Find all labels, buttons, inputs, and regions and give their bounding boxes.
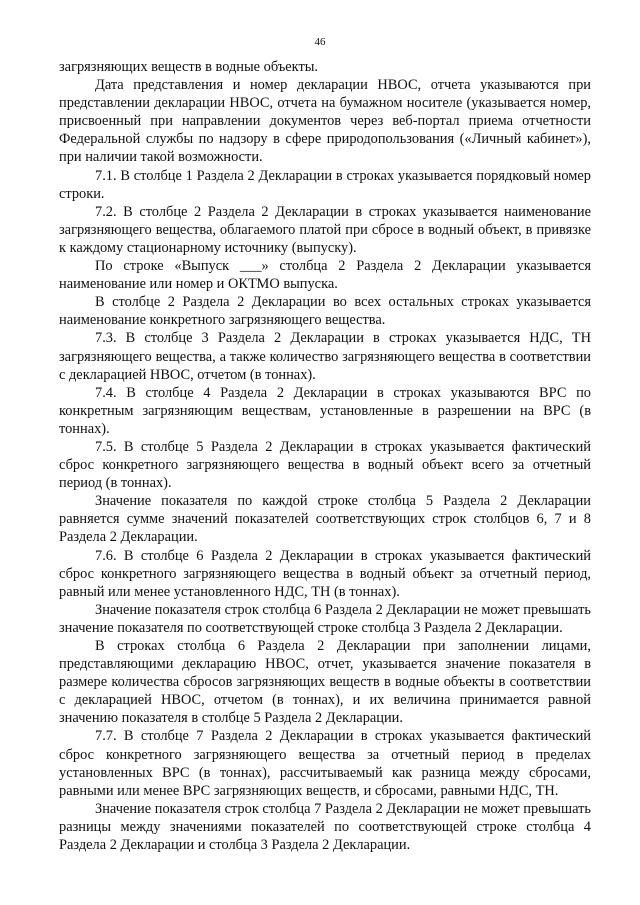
paragraph-7-3: 7.3. В столбце 3 Раздела 2 Декларации в строках указывается НДС, ТН загрязняющего вещества, а также количество загрязняющего вещества в соответствии с декларацией НВОС, отчетом (в тоннах).: [59, 330, 591, 383]
paragraph-date-and-number: Дата представления и номер декларации НВОС, отчета указываются при представлении декларации НВОС, отчета на бумажном носителе (указывается номер, присвоенный при направлении документов через веб-портал приема отчетности Федеральной службы по надзору в сфере природопользования («Личный кабинет»), при наличии такой возможности.: [59, 77, 591, 166]
paragraph-7-5: 7.5. В столбце 5 Раздела 2 Декларации в строках указывается фактический сброс конкретного загрязняющего вещества в водный объект всего за отчетный период (в тоннах).: [59, 438, 591, 492]
paragraph-continuation: загрязняющих веществ в водные объекты.: [59, 59, 319, 75]
paragraph-7-2: 7.2. В столбце 2 Раздела 2 Декларации в строках указывается наименование загрязняющего вещества, облагаемого платой при сбросе в водный объект, в привязке к каждому стационарному источнику (выпуску).: [59, 203, 591, 256]
paragraph-7-6: 7.6. В столбце 6 Раздела 2 Декларации в строках указывается фактический сброс конкретного загрязняющего вещества в водный объект за отчетный период, равный или менее установленного НДС, ТН (в тоннах).: [59, 547, 591, 600]
page-number: 46: [314, 36, 326, 48]
paragraph-column-5-sum: Значение показателя по каждой строке столбца 5 Раздела 2 Декларации равняется сумме значений показателей соответствующих строк столбцов 6, 7 и 8 Раздела 2 Декларации.: [59, 493, 591, 546]
document-body: [59, 58, 591, 854]
paragraph-7-4: 7.4. В столбце 4 Раздела 2 Декларации в строках указываются ВРС по конкретным загрязняющим веществам, установленные в разрешении на ВРС (в тоннах).: [59, 384, 591, 437]
paragraph-column-6-filling: В строках столбца 6 Раздела 2 Декларации при заполнении лицами, представляющими декларацию НВОС, отчет, указывается значение показателя в размере количества сбросов загрязняющих веществ в водные объекты в соответствии с декларацией НВОС, отчетом (в тоннах), и их величина принимается равной значению показателя в столбце 5 Раздела 2 Декларации.: [59, 638, 591, 727]
paragraph-column-2-other-rows: В столбце 2 Раздела 2 Декларации во всех остальных строках указывается наименование конкретного загрязняющего вещества.: [59, 294, 591, 329]
paragraph-7-7: 7.7. В столбце 7 Раздела 2 Декларации в строках указывается фактический сброс конкретного загрязняющего вещества за отчетный период в пределах установленных ВРС (в тоннах), рассчитываемый как разница между сбросами, равными или менее ВРС загрязняющих веществ, и сбросами, равными НДС, ТН.: [59, 728, 591, 799]
paragraph-7-1: 7.1. В столбце 1 Раздела 2 Декларации в строках указывается порядковый номер строки.: [59, 167, 591, 202]
paragraph-column-6-limit: Значение показателя строк столбца 6 Раздела 2 Декларации не может превышать значение показателя по соответствующей строке столбца 3 Раздела 2 Декларации.: [59, 601, 591, 636]
paragraph-column-7-limit: Значение показателя строк столбца 7 Раздела 2 Декларации не может превышать разницы между значениями показателей по соответствующей строке столбца 4 Раздела 2 Декларации и столбца 3 Раздела 2 Декларации.: [59, 800, 591, 854]
paragraph-vypusk-row: По строке «Выпуск ___» столбца 2 Раздела 2 Декларации указывается наименование или номер и ОКТМО выпуска.: [59, 258, 591, 293]
